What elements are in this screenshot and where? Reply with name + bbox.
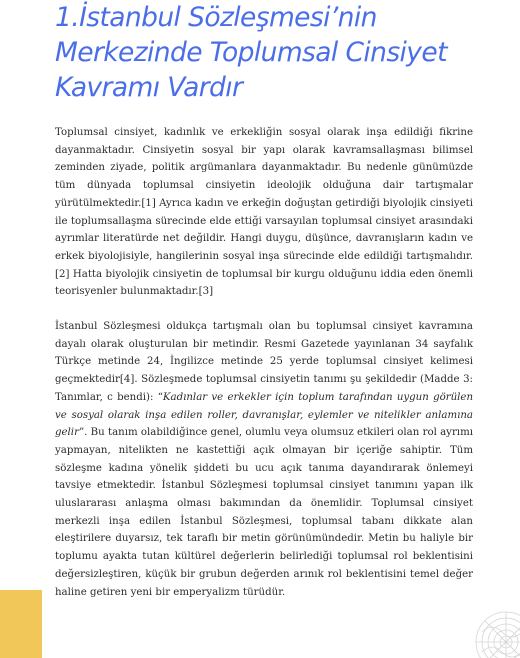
paragraph-2-rest: ”. Bu tanım olabildiğince genel, olumlu veya olumsuz etkileri olan rol ayrımı yapmayan, nitelikten ne kastettiği açık olmayan bir içeriğe sahiptir. Tüm sözleşme kadına yönelik şiddeti bu ucu açık tanıma dayandırarak önlemeyi tavsiye etmektedir. İstanbul Sözleşmesi toplumsal cinsiyet tanımını yapan ilk uluslararası anlaşma olması bakımından da önemlidir. Toplumsal cinsiyet merkezli inşa edilen İstanbul Sözleşmesi, toplumsal tabanı dikkate alan eleştirilere duyarsız, tek taraflı bir metin görünümündedir. Metin bu haliyle bir toplumu ayakta tutan kültürel değerlerin belirlediği toplumsal rol beklentisini değersizleştiren, küçük bir grubun değerden arınık rol beklentisini temel değer haline getiren yeni bir emperyalizm türüdür.: [55, 427, 473, 598]
paragraph-2-intro: İstanbul Sözleşmesi oldukça tartışmalı olan bu toplumsal cinsiyet kavramına dayalı olarak oluşturulan bir metindir. Resmi Gazetede yayınlanan 34 sayfalık Türkçe metinde 24, İngilizce metinde 25 yerde toplumsal cinsiyet kelimesi geçmektedir[4]. Sözleşmede toplumsal cinsiyetin tanımı şu şekildedir (Madde 3: Tanımlar, c bendi): “: [55, 321, 473, 403]
heading-line-2: Merkezinde Toplumsal Cinsiyet: [55, 37, 447, 68]
heading-line-1: 1.İstanbul Sözleşmesi’nin: [55, 2, 377, 33]
paragraph-1: Toplumsal cinsiyet, kadınlık ve erkekliğin sosyal olarak inşa edildiği fikrine dayanmaktadır. Cinsiyetin sosyal bir yapı olarak kavramsallaşması bilimsel zeminden ziyade, politik argümanlara dayanmaktadır. Bu nedenle günümüzde tüm dünyada toplumsal cinsiyetin ideolojik olduğuna dair tartışmalar yürütülmektedir.[1] Ayrıca kadın ve erkeğin doğuştan getirdiği biyolojik cinsiyeti ile toplumsallaşma sürecinde elde ettiği varsayılan toplumsal cinsiyet arasındaki ayrımlar literatürde net değildir. Hangi duygu, düşünce, davranışların kadın ve erkek biyolojisiyle, hangilerinin sosyal inşa sürecinde elde edildiği tartışmalıdır.[2] Hatta biyolojik cinsiyetin de toplumsal bir kurgu olduğunu iddia eden önemli teorisyenler bulunmaktadır.[3]: [55, 127, 473, 298]
article-body: [55, 124, 473, 601]
accent-bar: [0, 590, 42, 658]
heading-line-3: Kavramı Vardır: [55, 72, 243, 103]
page-heading: [55, 0, 505, 105]
definition-quote: Kadınlar ve erkekler için toplum tarafından uygun görülen ve sosyal olarak inşa edilen roller, davranışlar, eylemler ve nitelikler anlamına gelir: [55, 391, 473, 439]
ornament-watermark-icon: [462, 592, 520, 658]
paragraph-2: [55, 318, 473, 601]
